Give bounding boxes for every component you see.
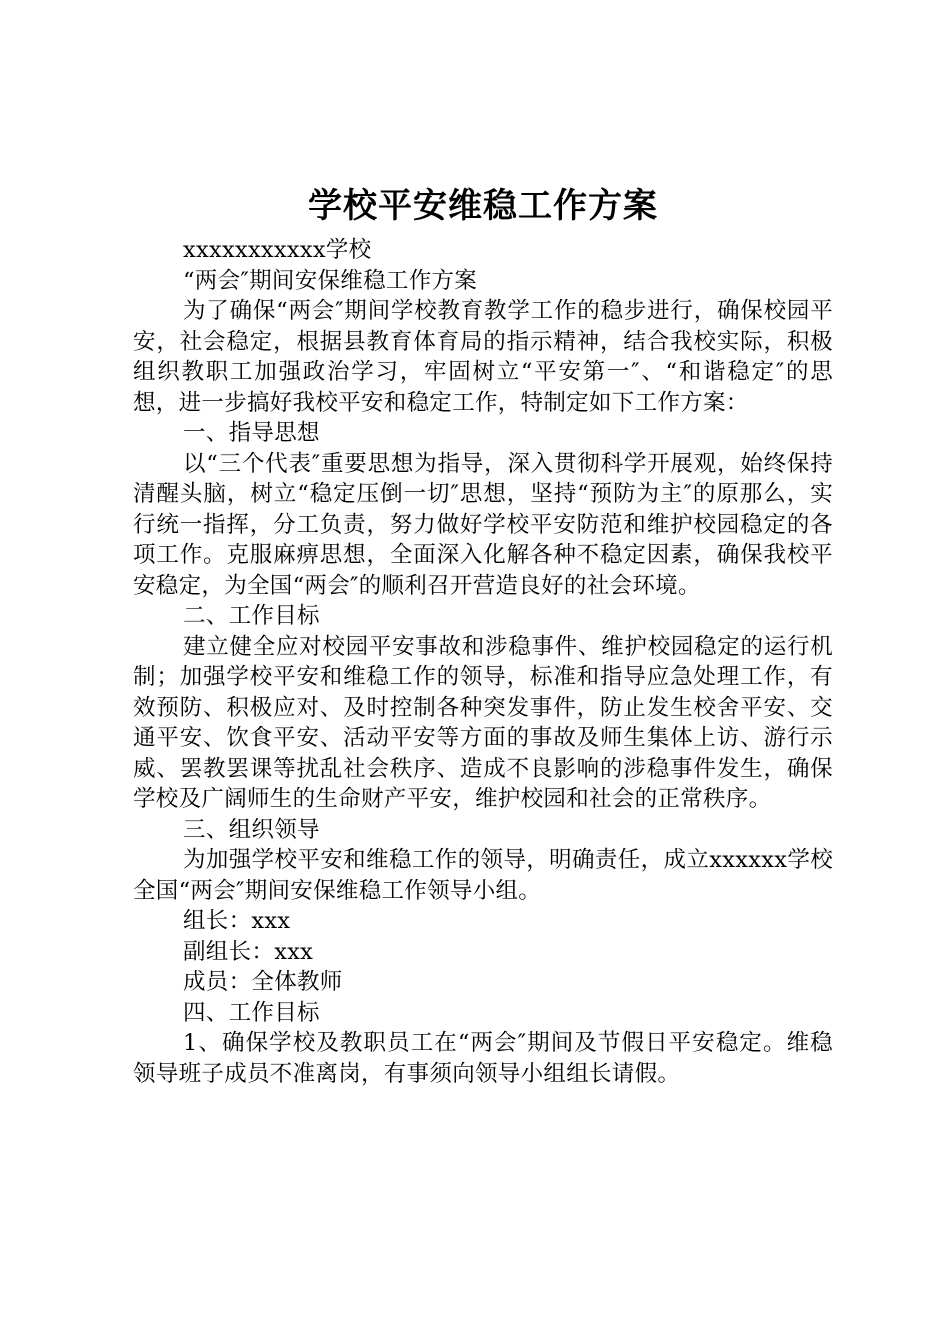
work-target-item-1: 1、确保学校及教职员工在“两会″期间及节假日平安稳定。维稳领导班子成员不准离岗，有事须向领导小组组长请假。 (133, 1030, 833, 1087)
section-heading-work-targets: 四、工作目标 (183, 999, 320, 1026)
organization-paragraph: 为加强学校平安和维稳工作的领导，明确责任，成立xxxxxx学校全国“两会″期间安保维稳工作领导小组。 (133, 847, 833, 904)
document-page (133, 180, 833, 1089)
guiding-ideology-paragraph: 以“三个代表″重要思想为指导，深入贯彻科学开展观，始终保持清醒头脑，树立“稳定压倒一切″思想，坚持“预防为主″的原那么，实行统一指挥，分工负责，努力做好学校平安防范和维护校园稳定的各项工作。克服麻痹思想，全面深入化解各种不稳定因素，确保我校平安稳定，为全国“两会″的顺利召开营造良好的社会环境。 (133, 450, 833, 599)
section-heading-organization: 三、组织领导 (183, 816, 320, 843)
section-heading-guiding-ideology: 一、指导思想 (183, 420, 320, 446)
deputy-leader-line: 副组长：xxx (183, 938, 314, 965)
document-body (133, 235, 833, 1089)
plan-subtitle-line: “两会″期间安保维稳工作方案 (183, 267, 478, 294)
section-heading-work-goals: 二、工作目标 (183, 603, 320, 629)
intro-paragraph: 为了确保“两会″期间学校教育教学工作的稳步进行，确保校园平安，社会稳定，根据县教育体育局的指示精神，结合我校实际，积极组织教职工加强政治学习，牢固树立“平安第一″、“和谐稳定″的思想，进一步搞好我校平安和稳定工作，特制定如下工作方案： (133, 298, 833, 416)
document-title: 学校平安维稳工作方案 (308, 186, 658, 226)
members-line: 成员：全体教师 (183, 969, 343, 995)
school-name-line: xxxxxxxxxxx学校 (183, 237, 372, 263)
team-leader-line: 组长：xxx (183, 908, 291, 934)
work-goals-paragraph: 建立健全应对校园平安事故和涉稳事件、维护校园稳定的运行机制；加强学校平安和维稳工作的领导，标准和指导应急处理工作，有效预防、积极应对、及时控制各种突发事件，防止发生校舍平安、交通平安、饮食平安、活动平安等方面的事故及师生集体上访、游行示威、罢教罢课等扰乱社会秩序、造成不良影响的涉稳事件发生，确保学校及广阔师生的生命财产平安，维护校园和社会的正常秩序。 (133, 633, 833, 812)
